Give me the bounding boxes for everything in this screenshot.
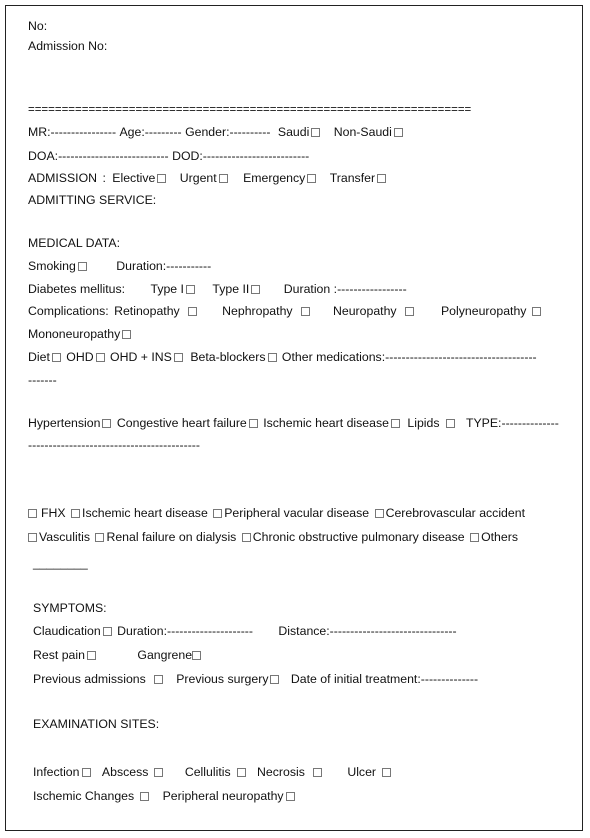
gender-field[interactable]: Gender:---------- [185,125,271,139]
no-label: No: [28,19,48,33]
necrosis-checkbox[interactable] [313,768,322,777]
admission-row [28,170,388,186]
other-medications-field[interactable]: Other medications:------------------------------------- [281,350,537,364]
patient-row [28,124,405,140]
diabetes-duration-field[interactable]: Duration :----------------- [283,282,407,296]
chf-checkbox[interactable] [249,419,258,428]
emergency-label: Emergency [243,171,306,185]
polyneuropathy-label: Polyneuropathy [440,304,527,318]
admission-no-label: Admission No: [28,39,108,53]
fhx-label: FHX [41,506,66,520]
neuropathy-label: Neuropathy [332,304,397,318]
smoking-checkbox[interactable] [78,262,87,271]
non-saudi-label: Non-Saudi [333,125,392,139]
ohd-ins-checkbox[interactable] [174,353,183,362]
peripheral-neuropathy-label: Peripheral neuropathy [162,789,284,803]
ischemic-changes-label: Ischemic Changes [33,789,135,803]
ulcer-checkbox[interactable] [382,768,391,777]
retinopathy-checkbox[interactable] [188,307,197,316]
type2-checkbox[interactable] [251,285,260,294]
urgent-label: Urgent [179,171,217,185]
nephropathy-label: Nephropathy [222,304,293,318]
renal-checkbox[interactable] [95,533,104,542]
elective-checkbox[interactable] [157,174,166,183]
lipids-checkbox[interactable] [446,419,455,428]
cardio-row [28,415,559,431]
diet-label: Diet [28,350,50,364]
examination-title: EXAMINATION SITES: [33,717,160,731]
abscess-label: Abscess [101,765,149,779]
examination-row-2 [33,788,297,804]
rest-pain-label: Rest pain [33,648,85,662]
history-row-2 [28,529,518,545]
ohd-label: OHD [66,350,94,364]
type-continuation[interactable]: ------------------------------------------ [28,438,200,452]
admission-colon: : [102,171,106,185]
cellulitis-label: Cellulitis [184,765,231,779]
ohd-ins-label: OHD + INS [110,350,172,364]
abscess-checkbox[interactable] [154,768,163,777]
lipids-label: Lipids [407,416,440,430]
type1-checkbox[interactable] [186,285,195,294]
type1-label: Type I [150,282,184,296]
ischemic-changes-checkbox[interactable] [140,792,149,801]
mononeuropathy-row [28,326,133,342]
initial-treatment-field[interactable]: Date of initial treatment:-------------- [290,672,479,686]
claudication-row [33,623,457,639]
elective-label: Elective [112,171,156,185]
smoking-row [28,258,211,274]
diabetes-label: Diabetes mellitus: [28,282,126,296]
cva-label: Cerebrovascular accident [385,506,525,520]
ihd-checkbox[interactable] [391,419,400,428]
retinopathy-label: Retinopathy [114,304,180,318]
others-label: Others [481,530,518,544]
symptoms-title: SYMPTOMS: [33,601,107,615]
previous-surgery-checkbox[interactable] [270,675,279,684]
other-medications-continuation[interactable]: ------- [28,373,57,387]
copd-label: Chronic obstructive pulmonary disease [252,530,465,544]
claudication-duration-field[interactable]: Duration:--------------------- [117,624,253,638]
vasculitis-checkbox[interactable] [28,533,37,542]
infection-label: Infection [33,765,80,779]
history-row-1 [28,505,525,521]
hypertension-checkbox[interactable] [102,419,111,428]
mr-field[interactable]: MR:---------------- [28,125,117,139]
age-field[interactable]: Age:--------- [119,125,182,139]
necrosis-label: Necrosis [257,765,305,779]
dod-field[interactable]: DOD:-------------------------- [172,149,310,163]
copd-checkbox[interactable] [242,533,251,542]
mononeuropathy-checkbox[interactable] [122,330,131,339]
urgent-checkbox[interactable] [219,174,228,183]
previous-surgery-label: Previous surgery [176,672,269,686]
medications-row [28,349,537,365]
distance-field[interactable]: Distance:------------------------------- [278,624,457,638]
transfer-checkbox[interactable] [377,174,386,183]
mononeuropathy-label: Mononeuropathy [28,327,121,341]
cellulitis-checkbox[interactable] [237,768,246,777]
admitting-service-label: ADMITTING SERVICE: [28,193,157,207]
saudi-label: Saudi [277,125,310,139]
claudication-label: Claudication [33,624,101,638]
admission-label: ADMISSION [28,171,98,185]
complications-row [28,303,543,319]
nephropathy-checkbox[interactable] [301,307,310,316]
doa-field[interactable]: DOA:--------------------------- [28,149,169,163]
separator-line: ================================================================== [28,104,472,116]
pain-row [33,647,203,663]
diet-checkbox[interactable] [52,353,61,362]
neuropathy-checkbox[interactable] [405,307,414,316]
chf-label: Congestive heart failure [116,416,247,430]
beta-blockers-checkbox[interactable] [268,353,277,362]
non-saudi-checkbox[interactable] [394,128,403,137]
diabetes-row [28,281,407,297]
transfer-label: Transfer [329,171,376,185]
peripheral-neuropathy-checkbox[interactable] [286,792,295,801]
others-checkbox[interactable] [470,533,479,542]
beta-blockers-label: Beta-blockers [190,350,266,364]
previous-admissions-checkbox[interactable] [154,675,163,684]
complications-label: Complications: [28,304,109,318]
gangrene-checkbox[interactable] [192,651,201,660]
renal-label: Renal failure on dialysis [106,530,237,544]
history-ihd-label: Ischemic heart disease [82,506,208,520]
medical-data-title: MEDICAL DATA: [28,236,121,250]
smoking-label: Smoking [28,259,76,273]
rest-pain-checkbox[interactable] [87,651,96,660]
ulcer-label: Ulcer [347,765,377,779]
others-line[interactable]: ________ [33,556,88,570]
pvd-checkbox[interactable] [213,509,222,518]
hypertension-label: Hypertension [28,416,101,430]
previous-row [33,671,478,687]
fhx-checkbox[interactable] [28,509,37,518]
smoking-duration-field[interactable]: Duration:----------- [116,259,212,273]
saudi-checkbox[interactable] [311,128,320,137]
history-ihd-checkbox[interactable] [71,509,80,518]
cva-checkbox[interactable] [375,509,384,518]
polyneuropathy-checkbox[interactable] [532,307,541,316]
emergency-checkbox[interactable] [307,174,316,183]
gangrene-label: Gangrene [137,648,193,662]
examination-row-1 [33,764,393,780]
type-field[interactable]: TYPE:-------------- [465,416,559,430]
infection-checkbox[interactable] [82,768,91,777]
ohd-checkbox[interactable] [96,353,105,362]
previous-admissions-label: Previous admissions [33,672,146,686]
ihd-label: Ischemic heart disease [263,416,389,430]
vasculitis-label: Vasculitis [39,530,91,544]
type2-label: Type II [212,282,250,296]
pvd-label: Peripheral vacular disease [224,506,370,520]
dates-row [28,148,309,164]
claudication-checkbox[interactable] [103,627,112,636]
